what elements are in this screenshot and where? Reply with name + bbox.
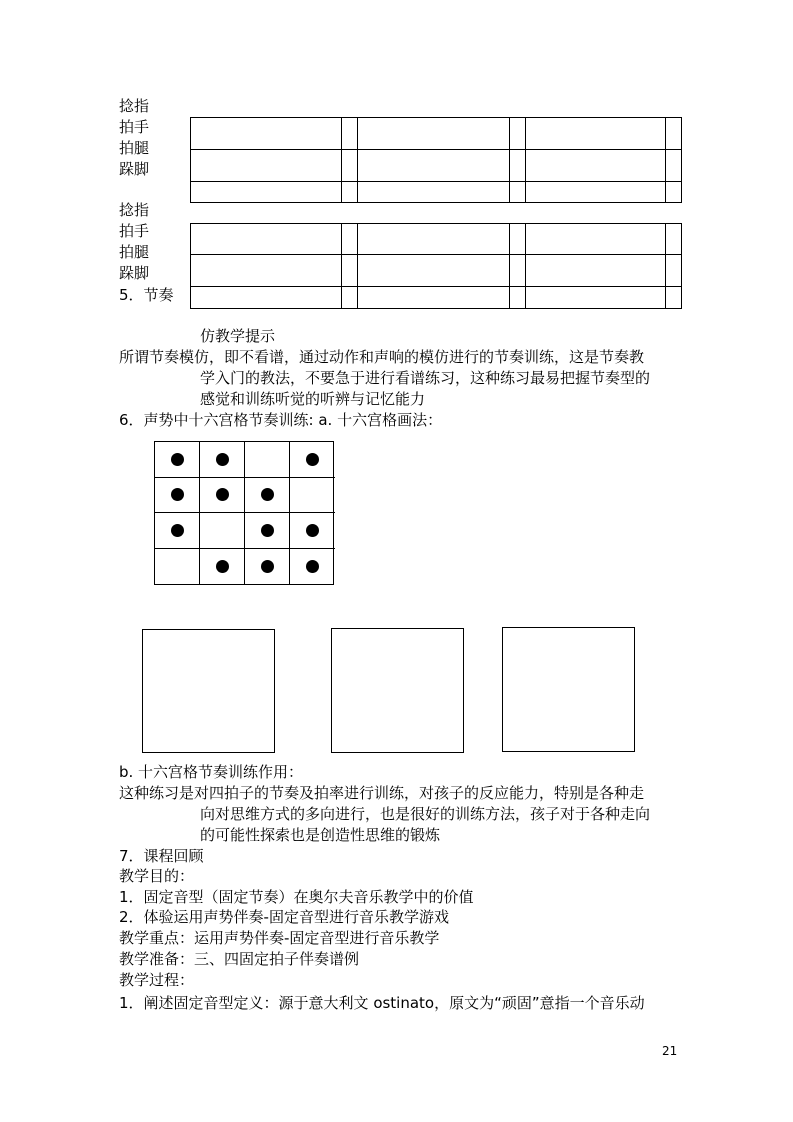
rhythm-dot: [171, 453, 184, 466]
rhythm-dot: [216, 453, 229, 466]
rhythm-dot: [216, 488, 229, 501]
label-pat-a: 拍腿: [119, 139, 150, 157]
label-pat-b: 拍腿: [119, 243, 150, 261]
grid-cell: [290, 513, 335, 549]
grid-cell: [155, 513, 200, 549]
heading-rhythm: 5．节奏: [119, 286, 174, 304]
label-snap-a: 捻指: [119, 97, 150, 115]
goal-1: 1．固定音型（固定节奏）在奥尔夫音乐教学中的价值: [119, 888, 474, 906]
blank-square-1: [142, 629, 275, 753]
teaching-focus: 教学重点：运用声势伴奏-固定音型进行音乐教学: [119, 929, 440, 947]
rhythm-dot: [306, 560, 319, 573]
grid-cell: [200, 549, 245, 585]
grid-cell: [200, 478, 245, 514]
teaching-prep: 教学准备：三、四固定拍子伴奏谱例: [119, 950, 360, 968]
goal-title: 教学目的：: [119, 867, 195, 885]
tips-line-1: 所谓节奏模仿，即不看谱，通过动作和声响的模仿进行的节奏训练，这是节奏教: [119, 348, 645, 366]
grid-cell: [245, 478, 290, 514]
rhythm-dot: [306, 453, 319, 466]
goal-2: 2．体验运用声势伴奏-固定音型进行音乐教学游戏: [119, 908, 449, 926]
grid-cell: [200, 442, 245, 478]
purpose-line-3: 的可能性探索也是创造性思维的锻炼: [200, 826, 441, 844]
grid-cell: [290, 442, 335, 478]
label-snap-b: 捻指: [119, 201, 150, 219]
grid-cell: [155, 442, 200, 478]
heading-review: 7．课程回顾: [119, 847, 204, 865]
label-clap-b: 拍手: [119, 222, 150, 240]
grid-cell: [155, 478, 200, 514]
grid-cell: [245, 513, 290, 549]
grid-cell: [290, 478, 335, 514]
rhythm-dot: [261, 560, 274, 573]
grid-cell: [245, 442, 290, 478]
tips-line-3: 感觉和训练听觉的听辨与记忆能力: [200, 390, 426, 408]
label-stomp-b: 跺脚: [119, 264, 150, 282]
teaching-process: 教学过程：: [119, 971, 195, 989]
sixteen-grid: [154, 441, 334, 585]
heading-grid-purpose: b. 十六宫格节奏训练作用：: [119, 763, 304, 781]
grid-cell: [155, 549, 200, 585]
purpose-line-1: 这种练习是对四拍子的节奏及拍率进行训练，对孩子的反应能力，特别是各种走: [119, 784, 645, 802]
rhythm-dot: [171, 488, 184, 501]
rhythm-dot: [306, 524, 319, 537]
rhythm-dot: [261, 524, 274, 537]
tips-title: 仿教学提示: [200, 327, 276, 345]
rhythm-dot: [171, 524, 184, 537]
process-step-1: 1．阐述固定音型定义：源于意大利文 ostinato，原文为“顽固”意指一个音乐动: [119, 994, 645, 1012]
blank-square-2: [331, 628, 464, 753]
rhythm-dot: [216, 560, 229, 573]
rhythm-dot: [261, 488, 274, 501]
tips-line-2: 学入门的教法，不要急于进行看谱练习，这种练习最易把握节奏型的: [200, 369, 651, 387]
blank-square-3: [502, 627, 635, 752]
label-clap-a: 拍手: [119, 118, 150, 136]
grid-cell: [290, 549, 335, 585]
purpose-line-2: 向对思维方式的多向进行，也是很好的训练方法，孩子对于各种走向: [200, 805, 651, 823]
grid-cell: [245, 549, 290, 585]
label-stomp-a: 跺脚: [119, 160, 150, 178]
grid-cell: [200, 513, 245, 549]
heading-sixteen-grid: 6．声势中十六宫格节奏训练: a. 十六宫格画法：: [119, 411, 443, 429]
page-number: 21: [662, 1044, 678, 1058]
